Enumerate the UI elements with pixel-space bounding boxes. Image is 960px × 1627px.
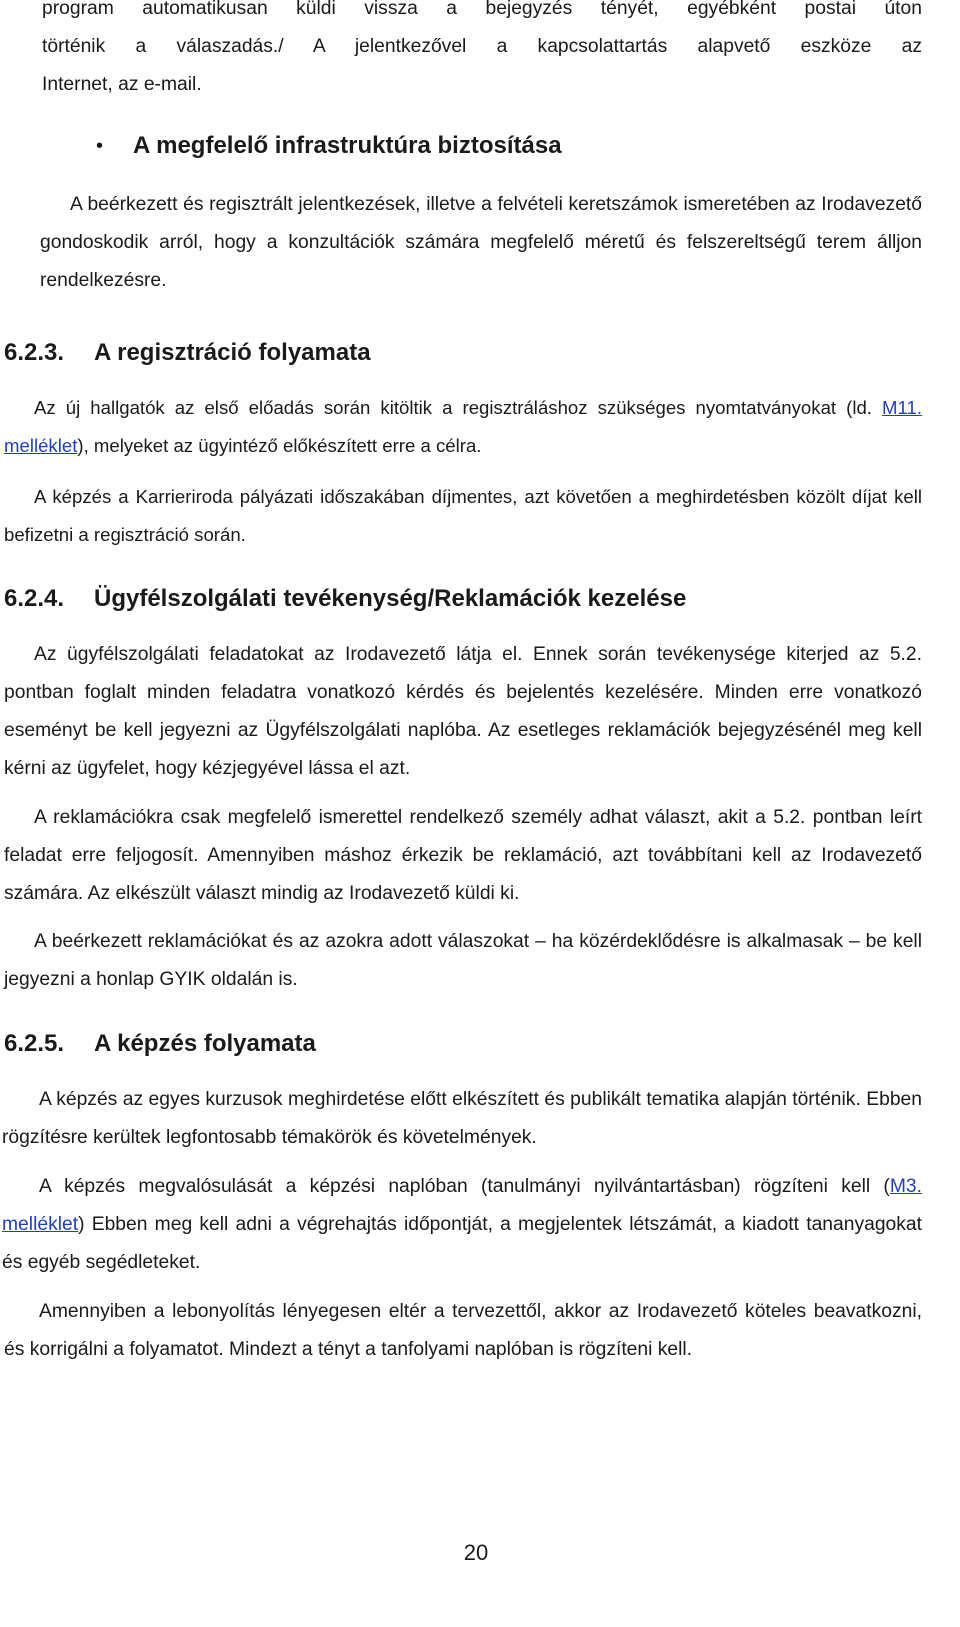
text-span: A képzés megvalósulását a képzési naplóban (tanulmányi nyilvántartásban) rögzíteni kell ( bbox=[39, 1176, 890, 1197]
section-number: 6.2.5. bbox=[4, 1030, 65, 1057]
sec623-paragraph-2: A képzés a Karrieriroda pályázati időszakában díjmentes, azt követően a meghirdetésben közölt díjat kell befizetni a regisztráció során. bbox=[4, 486, 922, 545]
section-title: A képzés folyamata bbox=[94, 1030, 316, 1057]
infra-heading: A megfelelő infrastruktúra biztosítása bbox=[133, 132, 562, 159]
m3-annex-link[interactable]: M3. melléklet bbox=[2, 1176, 922, 1235]
bullet-icon: • bbox=[96, 135, 104, 157]
section-number: 6.2.4. bbox=[4, 585, 65, 612]
sec623-paragraph-1 bbox=[4, 389, 922, 465]
intro-paragraph bbox=[42, 0, 922, 104]
intro-line-2: történik a válaszadás./ A jelentkezővel a kapcsolattartás alapvető eszköze az bbox=[42, 36, 922, 57]
section-heading-625 bbox=[4, 1029, 904, 1059]
sec624-paragraph-2: A reklamációkra csak megfelelő ismerettel rendelkező személy adhat választ, akit a 5.2. pontban leírt feladat erre feljogosít. Amennyiben máshoz érkezik be reklamáció, azt továbbítani kell az Irodavezető számára. Az elkészült választ mindig az Irodavezető küldi ki. bbox=[4, 807, 922, 904]
sec624-paragraph-1: Az ügyfélszolgálati feladatokat az Irodavezető látja el. Ennek során tevékenysége kiterjed az 5.2. pontban foglalt minden feladatra vonatkozó kérdés és bejelentés kezelésére. Minden erre vonatkozó eseményt be kell jegyezni az Ügyfélszolgálati naplóba. Az esetleges reklamációk bejegyzésénél meg kell kérni az ügyfelet, hogy kézjegyével lássa el azt. bbox=[4, 644, 922, 779]
section-heading-623 bbox=[4, 338, 904, 368]
infra-paragraph: A beérkezett és regisztrált jelentkezések, illetve a felvételi keretszámok ismeretében az Irodavezető gondoskodik arról, hogy a konzultációk számára megfelelő méretű és felszereltségű terem álljon rendelkezésre. bbox=[40, 194, 922, 291]
m11-annex-link[interactable]: M11. melléklet bbox=[4, 397, 922, 456]
infra-heading-row bbox=[0, 131, 960, 163]
text-span: Az új hallgatók az első előadás során kitöltik a regisztráláshoz szükséges nyomtatványokat (ld. bbox=[34, 397, 883, 418]
sec625-paragraph-1: A képzés az egyes kurzusok meghirdetése előtt elkészített és publikált tematika alapján történik. Ebben rögzítésre kerültek legfontosabb témakörök és követelmények. bbox=[2, 1089, 922, 1148]
intro-line-1: program automatikusan küldi vissza a bejegyzés tényét, egyébként postai úton bbox=[42, 0, 922, 19]
section-heading-624 bbox=[4, 584, 904, 614]
page-number: 20 bbox=[463, 1540, 489, 1565]
intro-line-3: Internet, az e-mail. bbox=[42, 74, 202, 95]
text-span: ), melyeket az ügyintéző előkészített erre a célra. bbox=[77, 435, 482, 456]
section-number: 6.2.3. bbox=[4, 339, 65, 366]
sec624-paragraph-3: A beérkezett reklamációkat és az azokra adott válaszokat – ha közérdeklődésre is alkalmasak – be kell jegyezni a honlap GYIK oldalán is. bbox=[4, 931, 922, 990]
sec625-paragraph-2 bbox=[2, 1168, 922, 1282]
text-span: ) Ebben meg kell adni a végrehajtás időpontját, a megjelentek létszámát, a kiadott tananyagokat és egyéb segédleteket. bbox=[2, 1214, 922, 1273]
sec625-paragraph-3: Amennyiben a lebonyolítás lényegesen eltér a tervezettől, akkor az Irodavezető köteles beavatkozni, és korrigálni a folyamatot. Mindezt a tényt a tanfolyami naplóban is rögzíteni kell. bbox=[4, 1301, 922, 1360]
section-title: Ügyfélszolgálati tevékenység/Reklamációk kezelése bbox=[94, 585, 687, 612]
section-title: A regisztráció folyamata bbox=[94, 339, 371, 366]
